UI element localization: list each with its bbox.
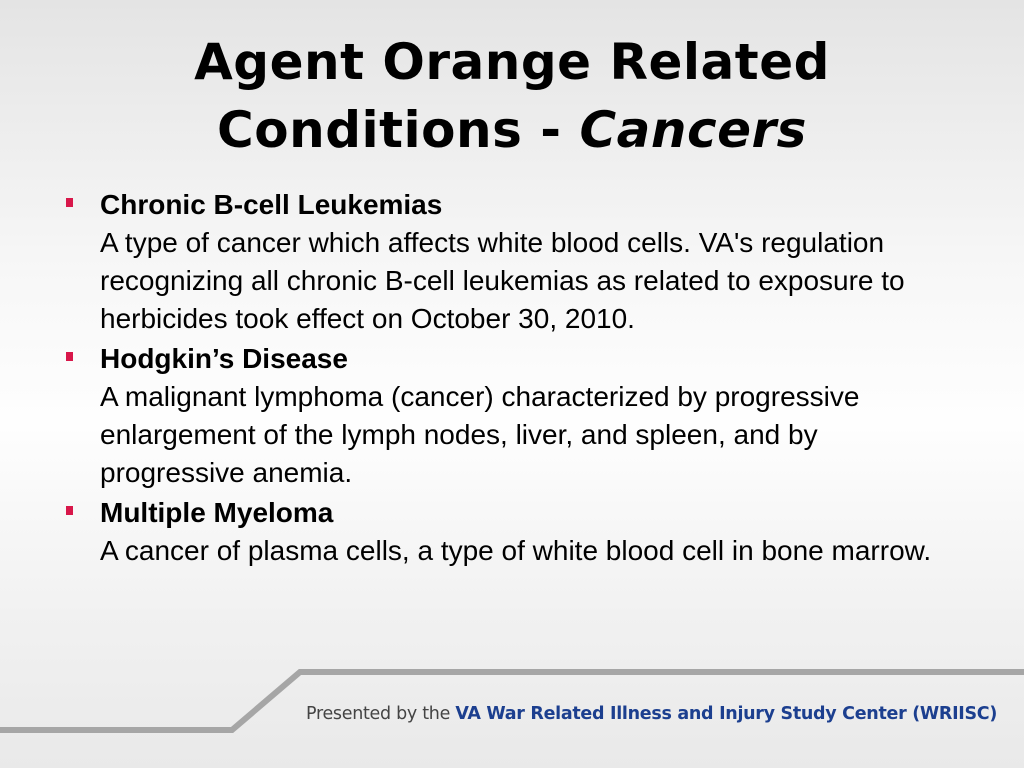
- slide-title: [0, 28, 1024, 164]
- title-line-1: Agent Orange Related: [194, 33, 830, 91]
- title-emphasis: Cancers: [579, 101, 807, 159]
- bullet-marker-icon: [66, 198, 73, 207]
- bullet-marker-icon: [66, 352, 73, 361]
- bullet-title: Hodgkin’s Disease: [100, 343, 348, 374]
- bullet-item: [60, 494, 960, 570]
- bullet-list: [60, 186, 960, 572]
- title-line-2-prefix: Conditions -: [217, 101, 580, 159]
- footer-prefix: Presented by the: [306, 704, 456, 724]
- title-line-2: [0, 96, 1024, 164]
- bullet-text: A malignant lymphoma (cancer) characterized by progressive enlargement of the lymph nodes, liver, and spleen, and by progressive anemia.: [100, 381, 860, 488]
- bullet-title: Multiple Myeloma: [100, 497, 334, 528]
- bullet-item: [60, 186, 960, 338]
- bullet-item: [60, 340, 960, 492]
- bullet-text: A type of cancer which affects white blood cells. VA's regulation recognizing all chronic B-cell leukemias as related to exposure to herbicides took effect on October 30, 2010.: [100, 227, 905, 334]
- bullet-text: A cancer of plasma cells, a type of white blood cell in bone marrow.: [100, 535, 932, 566]
- footer-credit: [306, 704, 997, 724]
- bullet-title: Chronic B-cell Leukemias: [100, 189, 443, 220]
- bullet-marker-icon: [66, 506, 73, 515]
- footer-organization: VA War Related Illness and Injury Study Center (WRIISC): [455, 704, 998, 724]
